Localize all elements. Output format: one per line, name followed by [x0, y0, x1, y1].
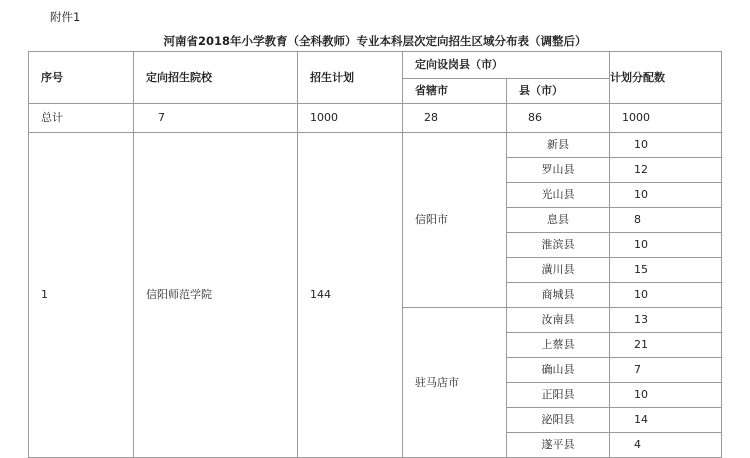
county-name: 潢川县	[507, 258, 610, 283]
city-name: 驻马店市	[403, 308, 507, 458]
total-counties: 86	[507, 104, 610, 133]
county-name: 上蔡县	[507, 333, 610, 358]
county-name: 泌阳县	[507, 408, 610, 433]
header-county: 县（市）	[507, 79, 610, 104]
county-count: 4	[610, 433, 722, 458]
county-name: 光山县	[507, 183, 610, 208]
county-count: 10	[610, 233, 722, 258]
county-name: 正阳县	[507, 383, 610, 408]
table-row	[29, 133, 722, 158]
county-count: 12	[610, 158, 722, 183]
county-count: 10	[610, 133, 722, 158]
total-plan: 1000	[298, 104, 403, 133]
header-plan: 招生计划	[298, 52, 403, 104]
header-school: 定向招生院校	[134, 52, 298, 104]
county-name: 息县	[507, 208, 610, 233]
county-name: 确山县	[507, 358, 610, 383]
county-count: 15	[610, 258, 722, 283]
distribution-table	[28, 51, 722, 458]
county-count: 10	[610, 383, 722, 408]
county-count: 10	[610, 183, 722, 208]
attachment-label: 附件1	[50, 10, 81, 24]
county-count: 10	[610, 283, 722, 308]
county-count: 13	[610, 308, 722, 333]
county-name: 遂平县	[507, 433, 610, 458]
county-name: 淮滨县	[507, 233, 610, 258]
county-name: 汝南县	[507, 308, 610, 333]
county-name: 商城县	[507, 283, 610, 308]
total-cities: 28	[403, 104, 507, 133]
header-allocation: 计划分配数	[610, 52, 722, 104]
table-title: 河南省2018年小学教育（全科教师）专业本科层次定向招生区域分布表（调整后）	[163, 34, 587, 48]
header-city: 省辖市	[403, 79, 507, 104]
total-label: 总计	[29, 104, 134, 133]
county-count: 8	[610, 208, 722, 233]
group-seq: 1	[29, 133, 134, 458]
header-region: 定向设岗县（市）	[403, 52, 610, 79]
county-count: 14	[610, 408, 722, 433]
city-name: 信阳市	[403, 133, 507, 308]
total-schools: 7	[134, 104, 298, 133]
county-count: 7	[610, 358, 722, 383]
county-count: 21	[610, 333, 722, 358]
total-allocation: 1000	[610, 104, 722, 133]
group-school: 信阳师范学院	[134, 133, 298, 458]
county-name: 新县	[507, 133, 610, 158]
header-seq: 序号	[29, 52, 134, 104]
group-plan: 144	[298, 133, 403, 458]
county-name: 罗山县	[507, 158, 610, 183]
